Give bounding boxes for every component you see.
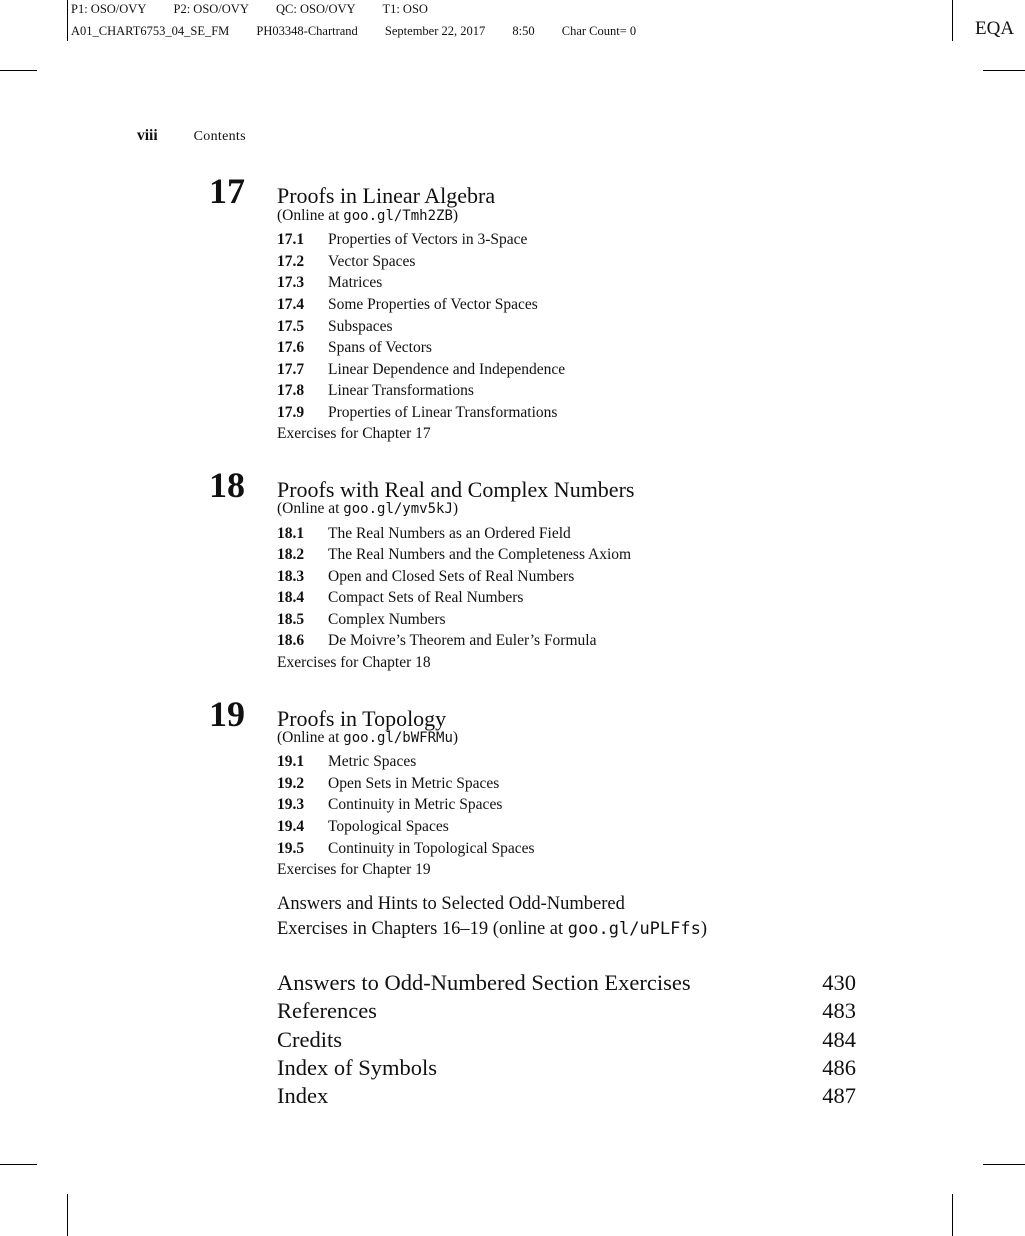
- chapter-number: 19: [209, 694, 245, 734]
- toc-entry: Answers to Odd-Numbered Section Exercises 430: [277, 969, 856, 997]
- slug-line-2: [71, 24, 660, 39]
- toc-section: 19.1 Metric Spaces: [277, 753, 417, 770]
- online-note: (Online at goo.gl/ymv5kJ): [277, 500, 459, 517]
- toc-section: 17.2 Vector Spaces: [277, 253, 416, 270]
- crop-mark: [983, 1164, 1025, 1165]
- toc-section: 17.7 Linear Dependence and Independence: [277, 361, 566, 378]
- crop-mark: [0, 1164, 37, 1165]
- toc-section: 19.2 Open Sets in Metric Spaces: [277, 775, 500, 792]
- chapter-title: Proofs with Real and Complex Numbers: [277, 477, 635, 502]
- toc-page-number: 486: [822, 1054, 856, 1080]
- slug-field: PH03348-Chartrand: [256, 24, 358, 38]
- toc-section: 19.5 Continuity in Topological Spaces: [277, 840, 535, 857]
- toc-section: 19.3 Continuity in Metric Spaces: [277, 796, 503, 813]
- toc-section: 18.6 De Moivre’s Theorem and Euler’s Formula: [277, 632, 597, 649]
- toc-entry: Credits 484: [277, 1026, 856, 1054]
- slug-field: A01_CHART6753_04_SE_FM: [71, 24, 230, 38]
- toc-page-number: 430: [822, 970, 856, 995]
- answers-hints-entry: [277, 892, 707, 942]
- chapter-number: 18: [209, 465, 245, 505]
- toc-page-number: 484: [822, 1026, 856, 1052]
- slug-field: Char Count= 0: [561, 24, 637, 38]
- toc-section: 19.4 Topological Spaces: [277, 818, 449, 835]
- chapter-number: 17: [209, 171, 245, 211]
- slug-corner-code: EQA: [975, 18, 1015, 39]
- toc-section: 18.3 Open and Closed Sets of Real Numbers: [277, 568, 575, 585]
- crop-mark: [952, 0, 953, 41]
- toc-page-number: 483: [822, 998, 856, 1024]
- slug-line-1: [71, 2, 452, 17]
- chapter-title: Proofs in Topology: [277, 706, 447, 731]
- toc-exercises: Exercises for Chapter 18: [277, 654, 431, 671]
- toc-section: 17.3 Matrices: [277, 274, 383, 291]
- crop-mark: [983, 70, 1025, 71]
- toc-entry: Index 487: [277, 1082, 856, 1110]
- toc-entry: References 483: [277, 997, 856, 1025]
- slug-field: 8:50: [512, 24, 535, 38]
- toc-section: 18.4 Compact Sets of Real Numbers: [277, 589, 524, 606]
- toc-section: 18.1 The Real Numbers as an Ordered Field: [277, 525, 571, 542]
- toc-section: 17.8 Linear Transformations: [277, 382, 474, 399]
- toc-section: 17.9 Properties of Linear Transformations: [277, 404, 558, 421]
- crop-mark: [67, 0, 68, 41]
- online-url: goo.gl/bWFRMu: [343, 730, 453, 746]
- crop-mark: [0, 70, 37, 71]
- online-url: goo.gl/ymv5kJ: [343, 501, 453, 517]
- slug-field: T1: OSO: [382, 2, 428, 16]
- answers-hints-line: Answers and Hints to Selected Odd-Numbered: [277, 894, 625, 914]
- online-note: (Online at goo.gl/bWFRMu): [277, 729, 459, 746]
- back-matter-list: [277, 969, 856, 1110]
- online-note: (Online at goo.gl/Tmh2ZB): [277, 207, 459, 224]
- answers-hints-line: Exercises in Chapters 16–19 (online at goo.gl/uPLFfs): [277, 919, 708, 939]
- running-head-title: Contents: [193, 129, 246, 144]
- page-number: viii: [137, 127, 158, 144]
- slug-field: September 22, 2017: [384, 24, 486, 38]
- crop-mark: [952, 1194, 953, 1236]
- toc-section: 17.5 Subspaces: [277, 318, 393, 335]
- toc-exercises: Exercises for Chapter 19: [277, 861, 431, 878]
- running-head: [137, 127, 246, 145]
- toc-section: 17.4 Some Properties of Vector Spaces: [277, 296, 538, 313]
- toc-section: 17.1 Properties of Vectors in 3-Space: [277, 231, 528, 248]
- toc-entry: Index of Symbols 486: [277, 1054, 856, 1082]
- slug-field: P2: OSO/OVY: [173, 2, 249, 16]
- chapter-title: Proofs in Linear Algebra: [277, 183, 496, 208]
- toc-section: 18.5 Complex Numbers: [277, 611, 446, 628]
- online-url: goo.gl/uPLFfs: [567, 919, 701, 939]
- online-url: goo.gl/Tmh2ZB: [343, 208, 453, 224]
- toc-section: 18.2 The Real Numbers and the Completeness Axiom: [277, 546, 632, 563]
- slug-field: QC: OSO/OVY: [276, 2, 356, 16]
- toc-page-number: 487: [822, 1083, 856, 1109]
- crop-mark: [67, 1194, 68, 1236]
- toc-exercises: Exercises for Chapter 17: [277, 425, 431, 442]
- toc-section: 17.6 Spans of Vectors: [277, 339, 432, 356]
- slug-field: P1: OSO/OVY: [71, 2, 147, 16]
